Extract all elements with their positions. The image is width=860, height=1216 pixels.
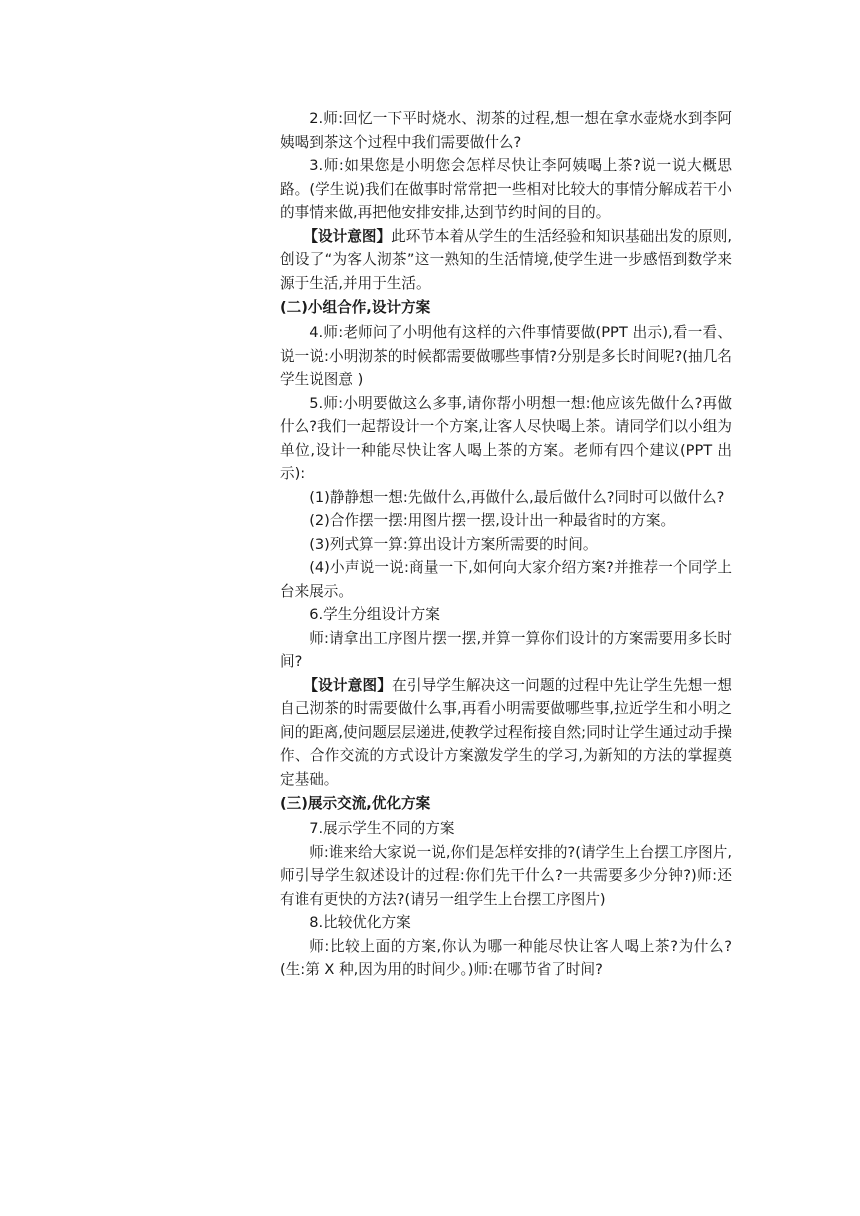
suggestion-1: (1)静静想一想:先做什么,再做什么,最后做什么?同时可以做什么?	[309, 488, 725, 506]
paragraph-2: 2.师:回忆一下平时烧水、沏茶的过程,想一想在拿水壶烧水到李阿姨喝到茶这个过程中我们需要做什么?	[280, 110, 732, 151]
design-intent-label: 【设计意图】	[303, 676, 393, 694]
paragraph-3: 3.师:如果您是小明您会怎样尽快让李阿姨喝上茶?说一说大概思路。(学生说)我们在做事时常常把一些相对比较大的事情分解成若干小的事情来做,再把他安排安排,达到节约时间的目的。	[280, 157, 732, 221]
paragraph-4: 4.师:老师问了小明他有这样的六件事情要做(PPT 出示),看一看、说一说:小明沏茶的时候都需要做哪些事情?分别是多长时间呢?(抽几名学生说图意 )	[280, 324, 732, 388]
section-heading-3: (三)展示交流,优化方案	[280, 795, 431, 812]
suggestion-4: (4)小声说一说:商量一下,如何向大家介绍方案?并推荐一个同学上台来展示。	[280, 559, 732, 600]
paragraph-8b: 师:比较上面的方案,你认为哪一种能尽快让客人喝上茶?为什么?(生:第 X 种,因为用的时间少。)师:在哪节省了时间?	[280, 937, 732, 978]
design-intent-text: 在引导学生解决这一问题的过程中先让学生先想一想自己沏茶的时需要做什么事,再看小明需要做哪些事,拉近学生和小明之间的距离,使问题层层递进,使教学过程衔接自然;同时让学生通过动手操作、合作交流的方式设计方案激发学生的学习,为新知的方法的掌握奠定基础。	[280, 676, 733, 788]
suggestion-3: (3)列式算一算:算出设计方案所需要的时间。	[309, 535, 598, 553]
design-intent-1	[280, 225, 732, 296]
paragraph-7: 7.展示学生不同的方案	[309, 820, 455, 837]
paragraph-6: 6.学生分组设计方案	[309, 606, 440, 623]
design-intent-text: 此环节本着从学生的生活经验和知识基础出发的原则,创设了“为客人沏茶”这一熟知的生活情境,使学生进一步感悟到数学来源于生活,并用于生活。	[280, 227, 732, 292]
design-intent-label: 【设计意图】	[303, 227, 392, 245]
design-intent-2	[280, 674, 732, 792]
section-heading-2: (二)小组合作,设计方案	[280, 299, 431, 316]
paragraph-8: 8.比较优化方案	[309, 914, 411, 931]
paragraph-5: 5.师:小明要做这么多事,请你帮小明想一想:他应该先做什么?再做什么?我们一起帮设计一个方案,让客人尽快喝上茶。请同学们以小组为单位,设计一种能尽快让客人喝上茶的方案。老师有四个建议(PPT 出示):	[280, 394, 732, 482]
paragraph-7b: 师:谁来给大家说一说,你们是怎样安排的?(请学生上台摆工序图片,师引导学生叙述设计的过程:你们先干什么?一共需要多少分钟?)师:还有谁有更快的方法?(请另一组学生上台摆工序图片)	[280, 843, 732, 908]
document-page	[280, 107, 732, 982]
suggestion-2: (2)合作摆一摆:用图片摆一摆,设计出一种最省时的方案。	[309, 512, 676, 529]
paragraph-6b: 师:请拿出工序图片摆一摆,并算一算你们设计的方案需要用多长时间?	[280, 629, 732, 670]
